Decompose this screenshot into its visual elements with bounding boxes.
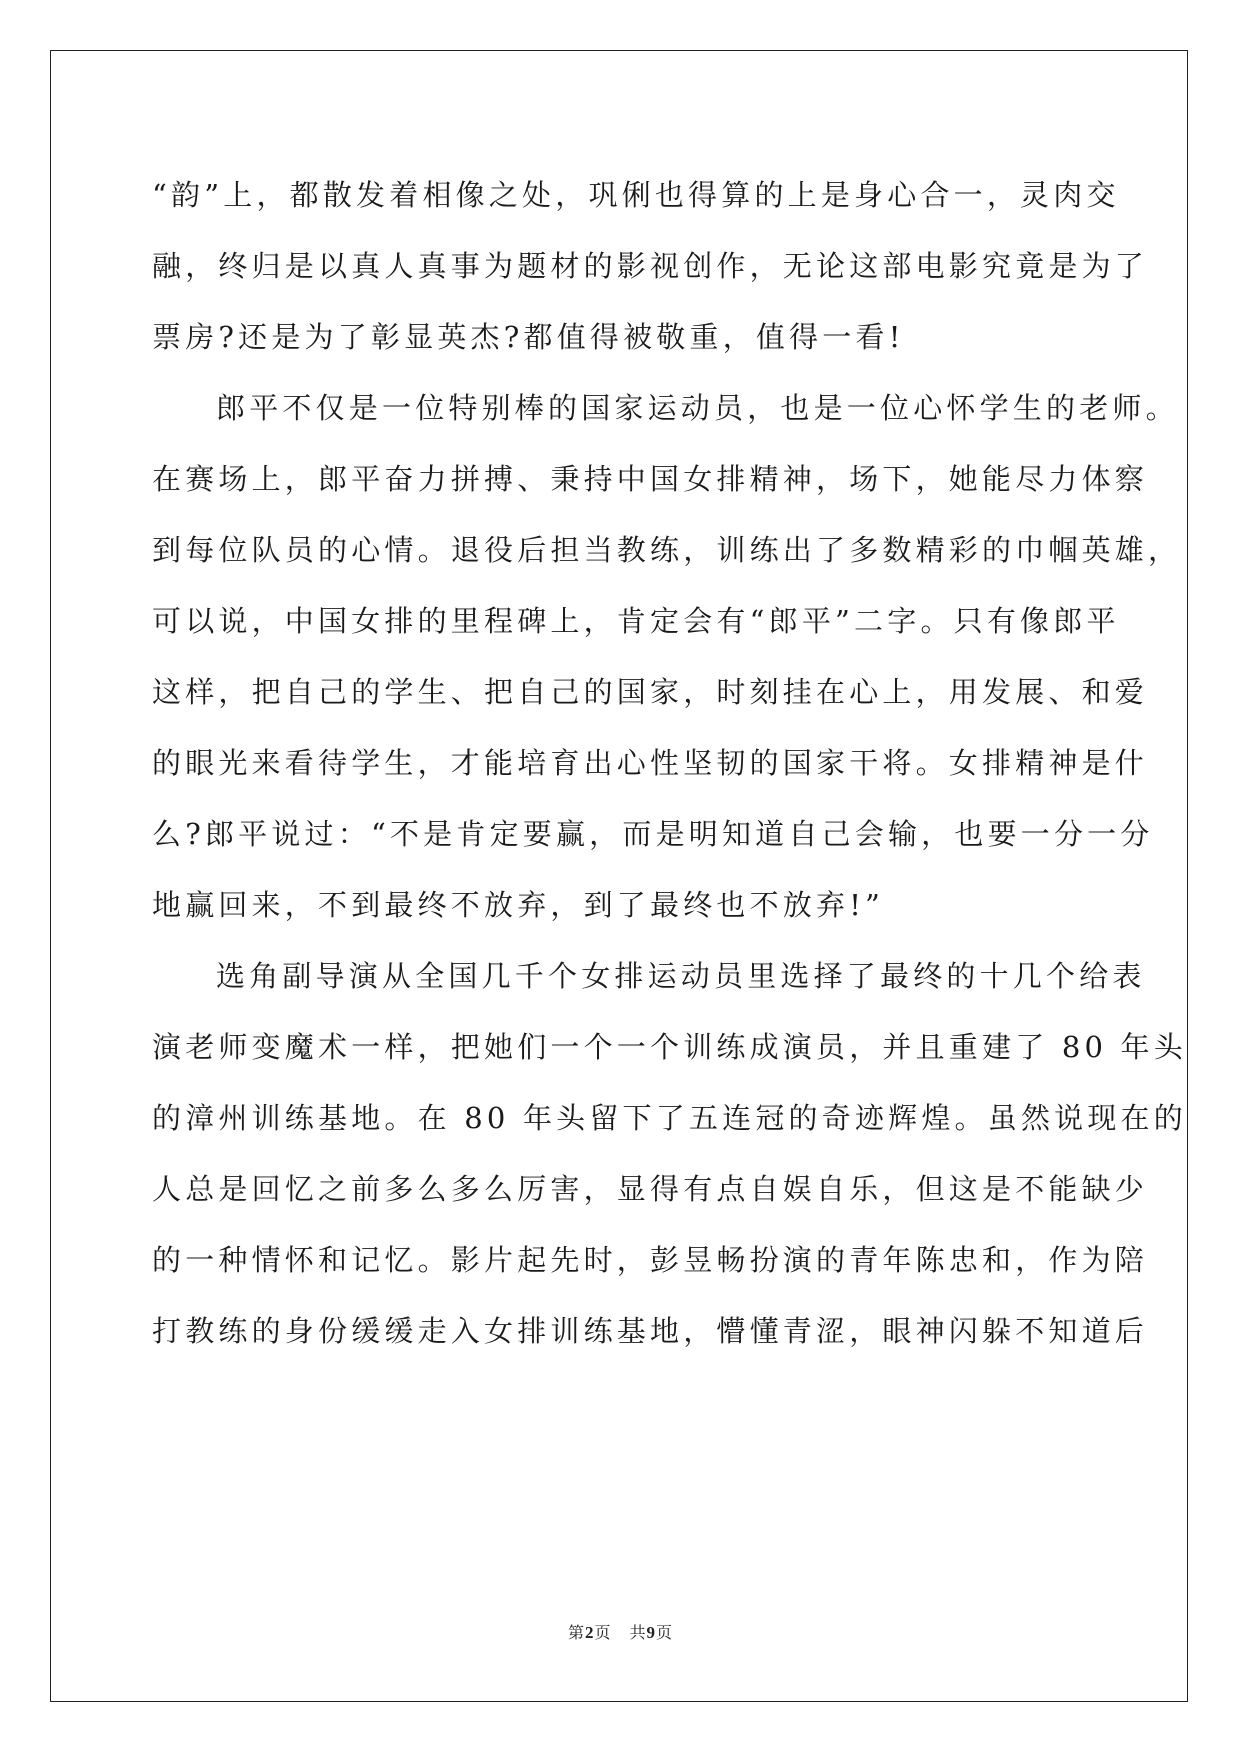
text-line: “韵”上，都散发着相像之处，巩俐也得算的上是身心合一，灵肉交 (152, 178, 1120, 212)
text-line: 融，终归是以真人真事为题材的影视创作，无论这部电影究竟是为了 (152, 249, 1149, 283)
text-line: 的眼光来看待学生，才能培育出心性坚韧的国家干将。女排精神是什 (152, 746, 1149, 780)
page-footer (0, 1620, 1241, 1643)
text-line: 的一种情怀和记忆。影片起先时，彭昱畅扮演的青年陈忠和，作为陪 (152, 1243, 1149, 1277)
footer-prefix: 第 (567, 1623, 585, 1642)
text-line: 打教练的身份缓缓走入女排训练基地，懵懂青涩，眼神闪躲不知道后 (152, 1314, 1149, 1348)
total-pages-number: 9 (646, 1623, 657, 1642)
text-line: 到每位队员的心情。退役后担当教练，训练出了多数精彩的巾帼英雄， (152, 533, 1182, 567)
current-page-number: 2 (584, 1623, 595, 1642)
paragraph-first-line: 选角副导演从全国几千个女排运动员里选择了最终的十几个给表 (216, 959, 1146, 993)
text-line: 在赛场上，郎平奋力拼搏、秉持中国女排精神，场下，她能尽力体察 (152, 462, 1149, 496)
footer-page-suffix: 页 (594, 1623, 612, 1642)
text-line: 这样，把自己的学生、把自己的国家，时刻挂在心上，用发展、和爱 (152, 675, 1149, 709)
text-line: 的漳州训练基地。在 80 年头留下了五连冠的奇迹辉煌。虽然说现在的 (152, 1101, 1187, 1135)
paragraph-first-line: 郎平不仅是一位特别棒的国家运动员，也是一位心怀学生的老师。 (216, 391, 1179, 425)
text-line: 可以说，中国女排的里程碑上，肯定会有“郎平”二字。只有像郎平 (152, 604, 1120, 638)
text-line: 票房?还是为了彰显英杰?都值得被敬重，值得一看! (152, 320, 905, 354)
text-line: 演老师变魔术一样，把她们一个一个训练成演员，并且重建了 80 年头 (152, 1030, 1187, 1064)
document-body (152, 160, 1187, 1367)
footer-total-prefix: 共 (629, 1623, 647, 1642)
text-line: 地赢回来，不到最终不放弃，到了最终也不放弃!” (152, 888, 885, 922)
footer-total-suffix: 页 (656, 1623, 674, 1642)
text-line: 人总是回忆之前多么多么厉害，显得有点自娱自乐，但这是不能缺少 (152, 1172, 1149, 1206)
text-line: 么?郎平说过：“不是肯定要赢，而是明知道自己会输，也要一分一分 (152, 817, 1154, 851)
